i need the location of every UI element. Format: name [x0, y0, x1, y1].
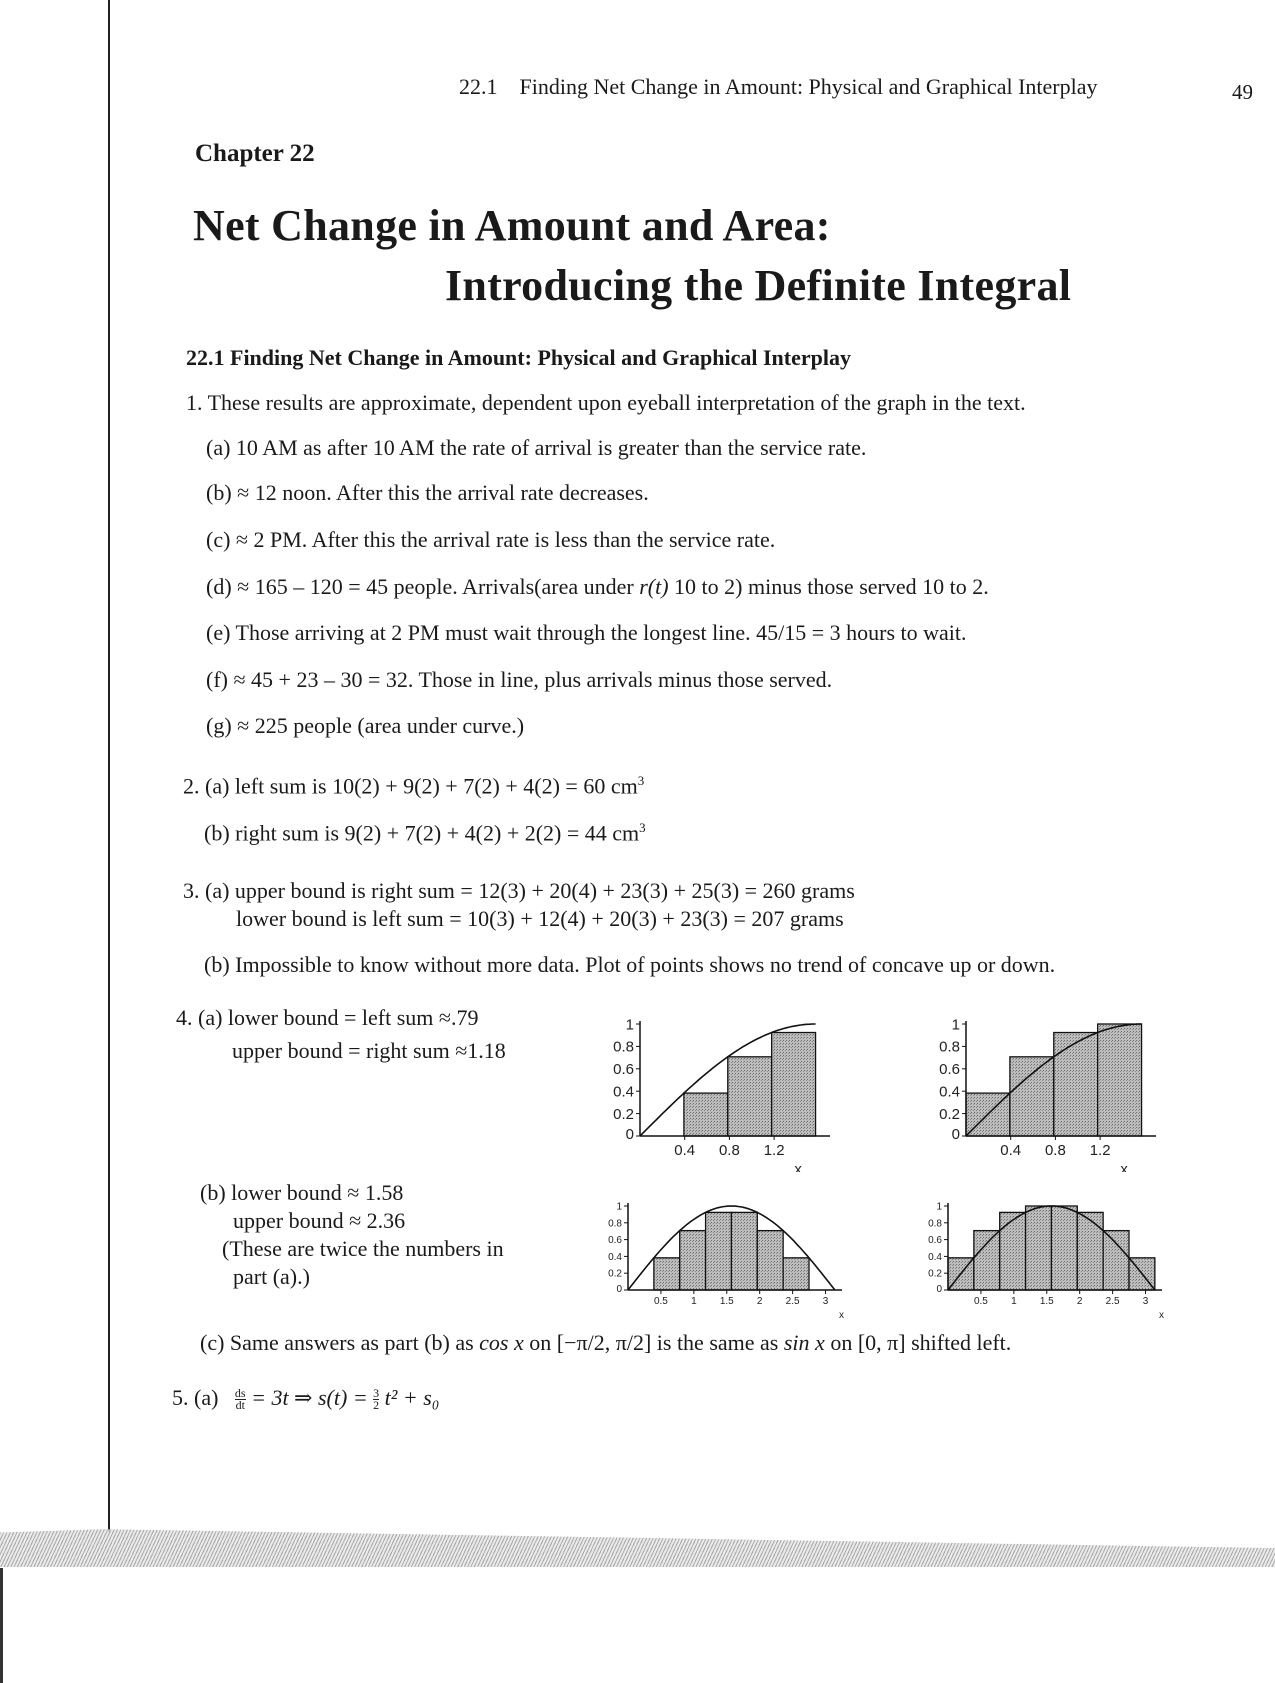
x-tick-label: 1.5	[719, 1296, 734, 1307]
x-tick-label: 0.5	[653, 1296, 668, 1307]
binding-margin-line	[108, 0, 110, 1532]
running-head-title: Finding Net Change in Amount: Physical and Graphical Interplay	[519, 74, 1098, 99]
bar	[1098, 1024, 1142, 1136]
p5-lhs: s(t) =	[318, 1385, 374, 1410]
p2-a-exp: 3	[637, 773, 645, 788]
bar	[706, 1212, 732, 1290]
ds-dt-fraction	[235, 1388, 246, 1411]
p5-eq1: = 3t ⇒	[251, 1385, 318, 1410]
p1-e: (e) Those arriving at 2 PM must wait through the longest line. 45/15 = 3 hours to wait.	[206, 620, 967, 645]
y-tick-label: 0.2	[939, 1105, 960, 1123]
p1-intro: 1. These results are approximate, dependent upon eyeball interpretation of the graph in the text.	[186, 390, 1026, 415]
y-tick-label: 0.2	[613, 1105, 634, 1123]
bar	[1051, 1206, 1077, 1290]
x-tick-label: 0.5	[973, 1296, 988, 1307]
bar	[1103, 1231, 1129, 1290]
bar	[757, 1231, 783, 1290]
bar	[1000, 1212, 1026, 1290]
chart-lower-sum-8	[600, 1186, 862, 1325]
p5-label: 5. (a)	[172, 1385, 219, 1410]
p2-b	[204, 820, 646, 846]
y-tick-label: 0.8	[608, 1218, 622, 1230]
bar	[654, 1258, 680, 1290]
y-tick-label: 1	[951, 1016, 960, 1034]
frac-dt: dt	[235, 1398, 245, 1413]
x-axis-label: x	[794, 1161, 802, 1172]
x-tick-label: 2	[1076, 1296, 1083, 1307]
bar	[772, 1033, 816, 1136]
p1-d-pre: (d) ≈ 165 – 120 = 45 people. Arrivals(area under	[206, 574, 640, 599]
bar	[728, 1057, 772, 1136]
x-tick-label: 0.4	[1000, 1142, 1022, 1159]
y-tick-label: 0.4	[928, 1251, 942, 1263]
bar	[1077, 1212, 1103, 1290]
y-tick-label: 0.8	[939, 1038, 960, 1056]
scan-edge	[0, 1568, 3, 1683]
p3-a2: lower bound is left sum = 10(3) + 12(4) + 20(3) + 23(3) = 207 grams	[236, 906, 844, 931]
x-tick-label: 1	[691, 1296, 697, 1307]
y-tick-label: 0.6	[928, 1235, 942, 1247]
p4-c-mid2: is the same as	[651, 1330, 784, 1355]
x-tick-label: 1.2	[763, 1142, 785, 1159]
chart-upper-sum-8	[920, 1186, 1182, 1325]
p4-a2: upper bound = right sum ≈1.18	[232, 1038, 506, 1063]
y-tick-label: 1	[625, 1016, 634, 1034]
x-tick-label: 1.2	[1089, 1142, 1111, 1159]
page-number: 49	[1232, 80, 1253, 104]
scan-shadow-band	[0, 1525, 1275, 1567]
y-tick-label: 0.4	[939, 1083, 960, 1101]
x-tick-label: 0.8	[718, 1142, 740, 1159]
p1-f: (f) ≈ 45 + 23 – 30 = 32. Those in line, plus arrivals minus those served.	[206, 667, 833, 692]
chart-left-sum	[600, 1004, 850, 1177]
x-tick-label: 1	[1011, 1296, 1017, 1307]
p5-rhs: t² + s₀	[384, 1385, 440, 1410]
p1-d-post: 10 to 2) minus those served 10 to 2.	[668, 574, 989, 599]
p1-a: (a) 10 AM as after 10 AM the rate of arrival is greater than the service rate.	[206, 435, 867, 460]
x-axis-label: x	[1159, 1310, 1165, 1320]
y-tick-label: 0	[616, 1284, 622, 1295]
frac-three: 3	[373, 1386, 380, 1401]
y-tick-label: 0	[625, 1126, 634, 1143]
chart-right-sum	[926, 1004, 1176, 1177]
x-tick-label: 0.4	[674, 1142, 696, 1159]
x-axis-label: x	[839, 1310, 845, 1320]
p2-b-text: (b) right sum is 9(2) + 7(2) + 4(2) + 2(2) = 44 cm	[204, 820, 640, 846]
y-tick-label: 1	[936, 1201, 942, 1213]
p4-c-interval1: [−π/2, π/2]	[556, 1330, 652, 1355]
y-tick-label: 0.2	[608, 1268, 622, 1280]
p4-c-sin: sin x	[783, 1330, 825, 1355]
frac-ds: ds	[234, 1386, 246, 1401]
bar	[684, 1093, 728, 1136]
bar	[974, 1231, 1000, 1290]
x-tick-label: 2.5	[785, 1296, 800, 1307]
bar	[1010, 1057, 1054, 1136]
p4-c	[200, 1330, 1011, 1356]
y-tick-label: 0	[951, 1126, 960, 1143]
p1-b: (b) ≈ 12 noon. After this the arrival rate decreases.	[206, 480, 649, 505]
y-tick-label: 1	[616, 1201, 622, 1213]
p2-b-exp: 3	[639, 820, 646, 835]
p1-d-math: r(t)	[639, 574, 669, 599]
section-heading: 22.1 Finding Net Change in Amount: Physical and Graphical Interplay	[186, 345, 851, 370]
p1-c: (c) ≈ 2 PM. After this the arrival rate is less than the service rate.	[206, 527, 776, 552]
y-tick-label: 0.4	[613, 1083, 634, 1101]
bar	[731, 1212, 757, 1290]
p1-g: (g) ≈ 225 people (area under curve.)	[206, 713, 525, 738]
p4-b1: (b) lower bound ≈ 1.58	[200, 1180, 404, 1205]
p4-c-pre: (c) Same answers as part (b) as	[200, 1330, 480, 1355]
p4-a1: 4. (a) lower bound = left sum ≈.79	[176, 1005, 479, 1030]
x-tick-label: 1.5	[1039, 1296, 1054, 1307]
p4-c-post: shifted left.	[905, 1330, 1012, 1355]
p3-b: (b) Impossible to know without more data. Plot of points shows no trend of concave up or down.	[204, 952, 1056, 977]
y-tick-label: 0.6	[613, 1061, 634, 1079]
y-tick-label: 0.2	[928, 1268, 942, 1280]
p2-a	[183, 773, 644, 799]
p4-b4: part (a).)	[233, 1264, 310, 1289]
p4-b2: upper bound ≈ 2.36	[233, 1208, 406, 1233]
y-tick-label: 0.8	[613, 1038, 634, 1056]
x-tick-label: 2	[756, 1296, 763, 1307]
p4-c-mid3: on	[824, 1330, 858, 1355]
running-head-section: 22.1	[459, 74, 498, 99]
bar	[1026, 1206, 1052, 1290]
x-tick-label: 3	[822, 1296, 829, 1307]
y-tick-label: 0.8	[928, 1218, 942, 1230]
y-tick-label: 0.6	[939, 1061, 960, 1079]
p5-a	[172, 1385, 439, 1411]
y-tick-label: 0	[936, 1284, 942, 1295]
chapter-title-line1: Net Change in Amount and Area:	[193, 201, 831, 250]
p3-a1: 3. (a) upper bound is right sum = 12(3) + 20(4) + 23(3) + 25(3) = 260 grams	[183, 878, 855, 903]
p1-d	[206, 574, 989, 600]
chapter-label: Chapter 22	[195, 140, 315, 167]
y-tick-label: 0.6	[608, 1235, 622, 1247]
y-tick-label: 0.4	[608, 1251, 622, 1263]
bar	[1054, 1033, 1098, 1136]
p2-a-text: 2. (a) left sum is 10(2) + 9(2) + 7(2) + 4(2) = 60 cm	[183, 773, 638, 799]
p4-c-mid1: on	[523, 1330, 557, 1355]
bar	[680, 1231, 706, 1290]
p4-b3: (These are twice the numbers in	[222, 1236, 504, 1261]
x-axis-label: x	[1120, 1161, 1128, 1172]
x-tick-label: 3	[1142, 1296, 1149, 1307]
bar	[783, 1258, 809, 1290]
p4-c-cos: cos x	[479, 1330, 524, 1355]
frac-two: 2	[373, 1398, 380, 1413]
x-tick-label: 0.8	[1044, 1142, 1066, 1159]
p4-c-interval2: [0, π]	[857, 1330, 906, 1355]
three-halves-fraction	[373, 1388, 379, 1411]
x-tick-label: 2.5	[1105, 1296, 1120, 1307]
chapter-title-line2: Introducing the Definite Integral	[445, 261, 1072, 310]
running-head	[459, 74, 1098, 100]
